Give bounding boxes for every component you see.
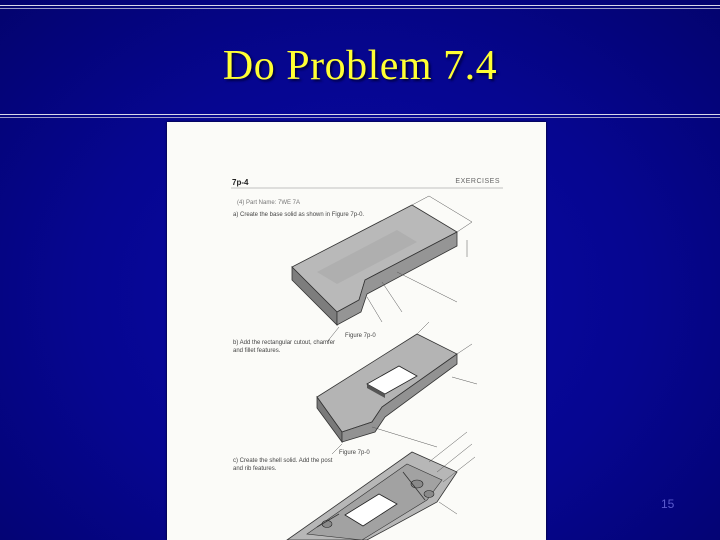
step-c-text: c) Create the shell solid. Add the post and rib features. (233, 458, 333, 472)
page-header: EXERCISES (455, 178, 500, 185)
title-underline (0, 114, 720, 115)
slide-number: 15 (661, 497, 675, 511)
figure-a-caption: Figure 7p-0 (345, 333, 376, 339)
part-name: (4) Part Name: 7WE 7A (237, 200, 301, 206)
slide-title: Do Problem 7.4 (222, 43, 498, 89)
step-b-text: b) Add the rectangular cutout, chamfer and fillet features. (233, 340, 336, 354)
figure-b-caption: Figure 7p-0 (339, 450, 370, 456)
problem-number: 7p-4 (232, 178, 249, 187)
top-rule-inner (0, 8, 720, 9)
step-a-text: a) Create the base solid as shown in Figure 7p-0. (233, 212, 365, 218)
textbook-page-image (167, 122, 546, 540)
top-rule (0, 5, 720, 6)
title-underline-inner (0, 117, 720, 118)
figure-c-shell (287, 432, 475, 540)
